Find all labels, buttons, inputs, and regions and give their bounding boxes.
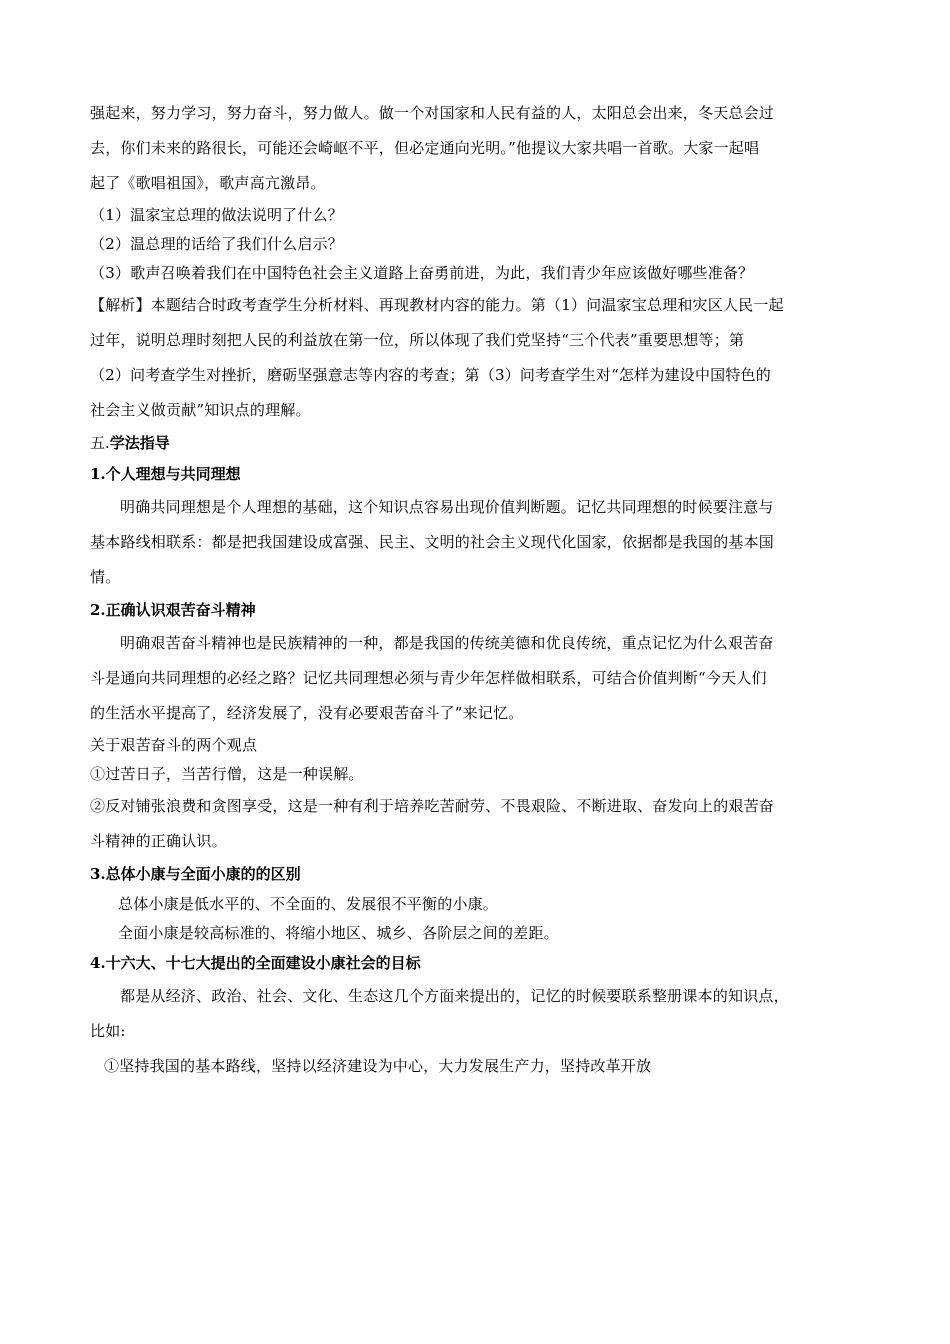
paragraph-line: 斗是通向共同理想的必经之路？记忆共同理想必须与青少年怎样做相联系，可结合价值判断“今天人们 [90,669,767,687]
paragraph-line: 明确共同理想是个人理想的基础，这个知识点容易出现价值判断题。记忆共同理想的时候要注意与 [120,498,774,516]
section-title: 学法指导 [109,434,170,452]
viewpoints-heading: 关于艰苦奋斗的两个观点 [90,736,258,754]
question-1: （1）温家宝总理的做法说明了什么？ [90,206,343,224]
section-heading-5 [90,428,860,459]
subheading-2: 2.正确认识艰苦奋斗精神 [90,601,256,619]
paragraph-line: 基本路线相联系：都是把我国建设成富强、民主、文明的社会主义现代化国家，依据都是我国的基本国 [90,533,775,551]
list-item: ①坚持我国的基本路线，坚持以经济建设为中心，大力发展生产力，坚持改革开放 [104,1057,652,1075]
paragraph-line: 强起来，努力学习，努力奋斗，努力做人。做一个对国家和人民有益的人，太阳总会出来，冬天总会过 [90,104,775,122]
viewpoint-2: ②反对铺张浪费和贪图享受，这是一种有利于培养吃苦耐劳、不畏艰险、不断进取、奋发向上的艰苦奋 [90,797,775,815]
subheading-4: 4.十六大、十七大提出的全面建设小康社会的目标 [90,954,421,972]
analysis-line: 【解析】本题结合时政考查学生分析材料、再现教材内容的能力。第（1）问温家宝总理和灾区人民一起 [90,296,784,314]
paragraph-line: 明确艰苦奋斗精神也是民族精神的一种，都是我国的传统美德和优良传统，重点记忆为什么艰苦奋 [120,634,774,652]
analysis-line: （2）问考查学生对挫折，磨砺坚强意志等内容的考查；第（3）问考查学生对“怎样为建设中国特色的 [90,366,771,384]
paragraph-line: 起了《歌唱祖国》，歌声高亢激昂。 [90,174,326,192]
paragraph-line: 比如: [90,1022,126,1040]
subheading-1: 1.个人理想与共同理想 [90,465,241,483]
viewpoint-1: ①过苦日子，当苦行僧，这是一种误解。 [90,765,364,783]
question-2: （2）温总理的话给了我们什么启示？ [90,235,343,253]
question-3: （3）歌声召唤着我们在中国特色社会主义道路上奋勇前进，为此，我们青少年应该做好哪些准备？ [90,264,754,282]
analysis-line: 过年，说明总理时刻把人民的利益放在第一位，所以体现了我们党坚持“三个代表”重要思想等；第 [90,331,745,349]
section-number: 五. [90,434,110,452]
analysis-line: 社会主义做贡献”知识点的理解。 [90,401,311,419]
paragraph-line: 去，你们未来的路很长，可能还会崎岖不平，但必定通向光明。”他提议大家共唱一首歌。大家一起唱 [90,139,760,157]
subheading-3: 3.总体小康与全面小康的的区别 [90,865,301,883]
paragraph-line: 全面小康是较高标准的、将缩小地区、城乡、各阶层之间的差距。 [118,924,559,942]
paragraph-line: 都是从经济、政治、社会、文化、生态这几个方面来提出的，记忆的时候要联系整册课本的知识点， [120,987,789,1005]
viewpoint-2-cont: 斗精神的正确认识。 [90,832,227,850]
paragraph-line: 总体小康是低水平的、不全面的、发展很不平衡的小康。 [118,895,499,913]
paragraph-line: 情。 [90,568,121,586]
paragraph-line: 的生活水平提高了，经济发展了，没有必要艰苦奋斗了”来记忆。 [90,704,524,722]
